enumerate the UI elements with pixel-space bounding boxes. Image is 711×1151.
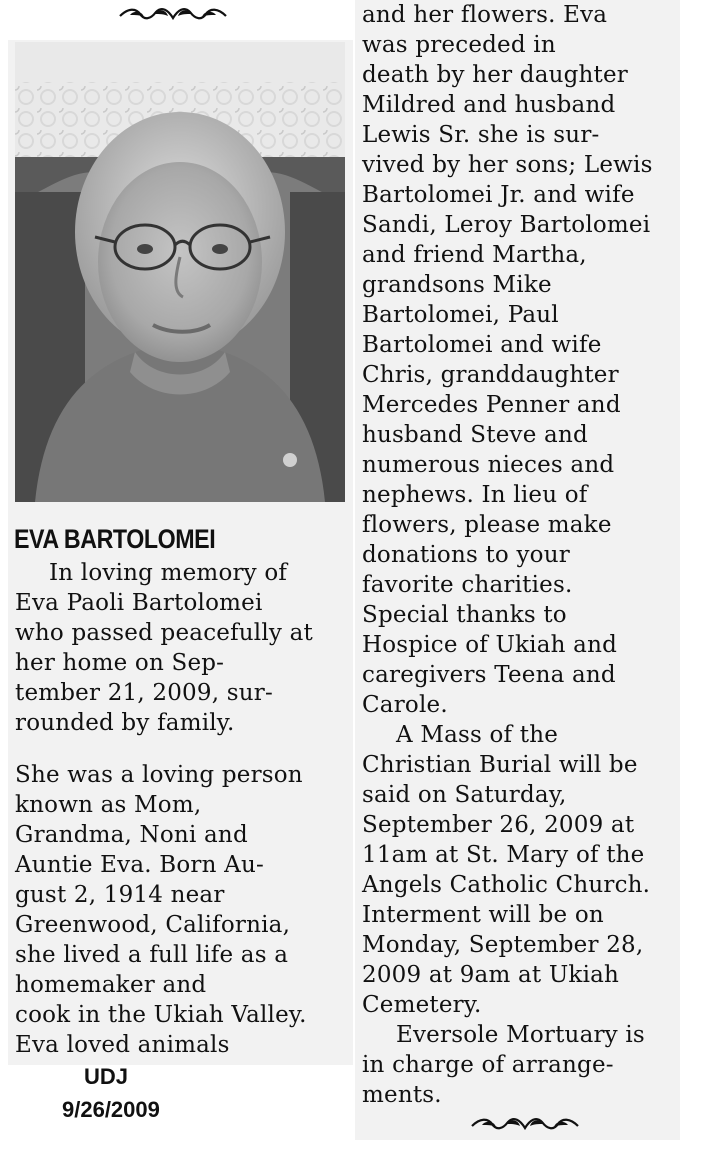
date-annotation: 9/26/2009 [62, 1097, 160, 1122]
text-line: said on Saturday, [362, 782, 567, 808]
text-line: Eva loved animals [15, 1032, 230, 1058]
text-line: donations to your [362, 542, 570, 568]
text-line: was preceded in [362, 32, 556, 58]
text-line: In loving memory of [49, 560, 288, 586]
text-line: Greenwood, California, [15, 912, 291, 938]
text-line: and friend Martha, [362, 242, 587, 268]
text-line: September 26, 2009 at [362, 812, 635, 838]
text-line: Auntie Eva. Born Au- [15, 852, 264, 878]
text-line: homemaker and [15, 972, 207, 998]
text-line: Bartolomei Jr. and wife [362, 182, 635, 208]
text-line: Lewis Sr. she is sur- [362, 122, 600, 148]
text-line: Eversole Mortuary is [396, 1022, 645, 1048]
obituary-name-heading: EVA BARTOLOMEI [14, 524, 216, 554]
text-line: favorite charities. [362, 572, 573, 598]
scroll-ornament-icon [118, 6, 228, 26]
text-line: known as Mom, [15, 792, 202, 818]
text-line: 2009 at 9am at Ukiah [362, 962, 620, 988]
text-line: Carole. [362, 692, 448, 718]
text-line: 11am at St. Mary of the [362, 842, 645, 868]
text-line: Chris, granddaughter [362, 362, 619, 388]
text-line: and her flowers. Eva [362, 2, 608, 28]
text-line: Angels Catholic Church. [362, 872, 651, 898]
text-line: A Mass of the [396, 722, 559, 748]
text-line: Bartolomei, Paul [362, 302, 559, 328]
source-annotation: UDJ [84, 1064, 129, 1089]
text-line: who passed peacefully at [15, 620, 313, 646]
left-column-paragraph-1 [15, 558, 313, 738]
text-line: husband Steve and [362, 422, 588, 448]
text-line: ments. [362, 1082, 442, 1108]
text-line: Hospice of Ukiah and [362, 632, 618, 658]
text-line: grandsons Mike [362, 272, 552, 298]
text-line: Bartolomei and wife [362, 332, 602, 358]
text-line: vived by her sons; Lewis [362, 152, 653, 178]
text-line: her home on Sep- [15, 650, 225, 676]
text-line: rounded by family. [15, 710, 235, 736]
text-line: tember 21, 2009, sur- [15, 680, 273, 706]
text-line: she lived a full life as a [15, 942, 289, 968]
text-line: Monday, September 28, [362, 932, 644, 958]
text-line: in charge of arrange- [362, 1052, 614, 1078]
left-column-paragraph-2 [15, 760, 307, 1060]
text-line: Special thanks to [362, 602, 567, 628]
text-line: Grandma, Noni and [15, 822, 248, 848]
text-line: She was a loving person [15, 762, 303, 788]
portrait-photo [15, 42, 345, 502]
text-line: flowers, please make [362, 512, 612, 538]
text-line: Sandi, Leroy Bartolomei [362, 212, 651, 238]
text-line: Interment will be on [362, 902, 604, 928]
text-line: Christian Burial will be [362, 752, 638, 778]
right-column-text [362, 0, 653, 1110]
text-line: Mercedes Penner and [362, 392, 621, 418]
text-line: caregivers Teena and [362, 662, 616, 688]
text-line: Mildred and husband [362, 92, 616, 118]
text-line: nephews. In lieu of [362, 482, 588, 508]
text-line: numerous nieces and [362, 452, 615, 478]
text-line: death by her daughter [362, 62, 629, 88]
text-line: Eva Paoli Bartolomei [15, 590, 263, 616]
text-line: cook in the Ukiah Valley. [15, 1002, 307, 1028]
text-line: gust 2, 1914 near [15, 882, 225, 908]
text-line: Cemetery. [362, 992, 482, 1018]
scroll-ornament-icon [470, 1116, 580, 1136]
